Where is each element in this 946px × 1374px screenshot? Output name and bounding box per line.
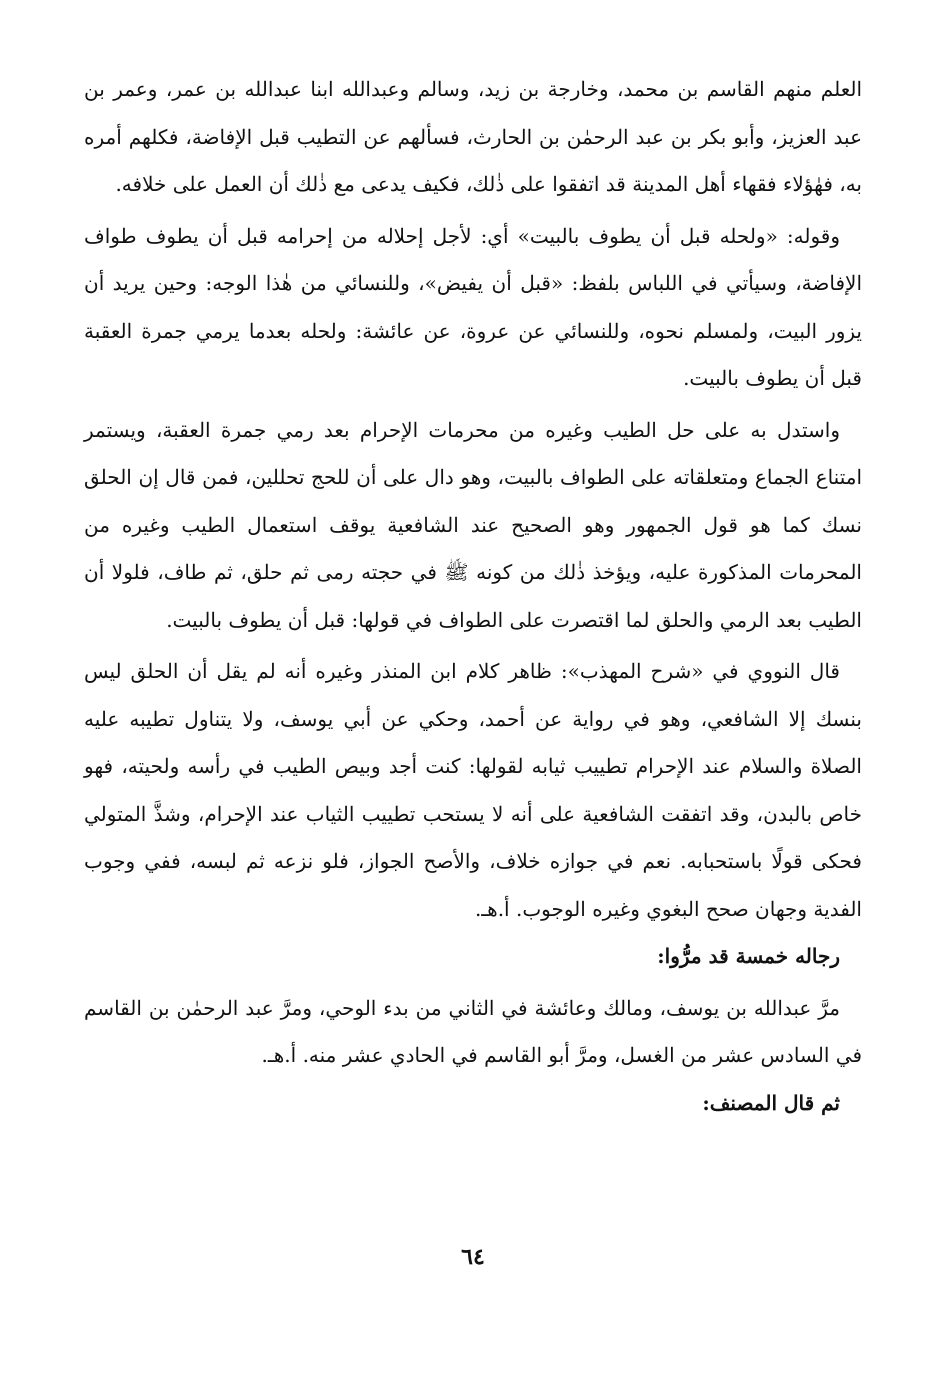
paragraph-2: وقوله: «ولحله قبل أن يطوف بالبيت» أي: لأجل إحلاله من إحرامه قبل أن يطوف طواف الإفاضة، وسيأتي في اللباس بلفظ: «قبل أن يفيض»، وللنسائي من هٰذا الوجه: وحين يريد أن يزور البيت، ولمسلم نحوه، وللنسائي عن عروة، عن عائشة: ولحله بعدما يرمي جمرة العقبة قبل أن يطوف بالبيت. bbox=[84, 223, 862, 390]
paragraph-5-heading: رجاله خمسة قد مرُّوا: bbox=[657, 944, 840, 968]
paragraph-7-heading: ثم قال المصنف: bbox=[702, 1090, 840, 1115]
body-text bbox=[84, 66, 862, 1127]
page-number: ٦٤ bbox=[461, 1244, 485, 1270]
paragraph-1: العلم منهم القاسم بن محمد، وخارجة بن زيد، وسالم وعبدالله ابنا عبدالله بن عمر، وعمر بن عبد العزيز، وأبو بكر بن عبد الرحمٰن بن الحارث، فسألهم عن التطيب قبل الإفاضة، فكلهم أمره به، فهٰؤلاء فقهاء أهل المدينة قد اتفقوا على ذٰلك، فكيف يدعى مع ذٰلك أن العمل على خلافه. bbox=[84, 77, 862, 196]
paragraph-4: قال النووي في «شرح المهذب»: ظاهر كلام ابن المنذر وغيره أنه لم يقل أن الحلق ليس بنسك إلا الشافعي، وهو في رواية عن أحمد، وحكي عن أبي يوسف، ولا يتناول تطيبه عليه الصلاة والسلام عند الإحرام تطييب ثيابه لقولها: كنت أجد وبيص الطيب في رأسه ولحيته، فهو خاص بالبدن، وقد اتفقت الشافعية على أنه لا يستحب تطييب الثياب عند الإحرام، وشذَّ المتولي فحكى قولًا باستحبابه. نعم في جوازه خلاف، والأصح الجواز، فلو نزعه ثم لبسه، ففي وجوب الفدية وجهان صحح البغوي وغيره الوجوب. أ.هـ. bbox=[84, 659, 863, 921]
paragraph-3: واستدل به على حل الطيب وغيره من محرمات الإحرام بعد رمي جمرة العقبة، ويستمر امتناع الجماع ومتعلقاته على الطواف بالبيت، وهو دال على أن للحج تحللين، فمن قال إن الحلق نسك كما هو قول الجمهور وهو الصحيح عند الشافعية يوقف استعمال الطيب وغيره من المحرمات المذكورة عليه، ويؤخذ ذٰلك من كونه ﷺ في حجته رمى ثم حلق، ثم طاف، فلولا أن الطيب بعد الرمي والحلق لما اقتصرت على الطواف في قولها: قبل أن يطوف بالبيت. bbox=[84, 417, 862, 632]
paragraph-6: مرَّ عبدالله بن يوسف، ومالك وعائشة في الثاني من بدء الوحي، ومرَّ عبد الرحمٰن بن القاسم في السادس عشر من الغسل، ومرَّ أبو القاسم في الحادي عشر منه. أ.هـ. bbox=[84, 995, 862, 1067]
